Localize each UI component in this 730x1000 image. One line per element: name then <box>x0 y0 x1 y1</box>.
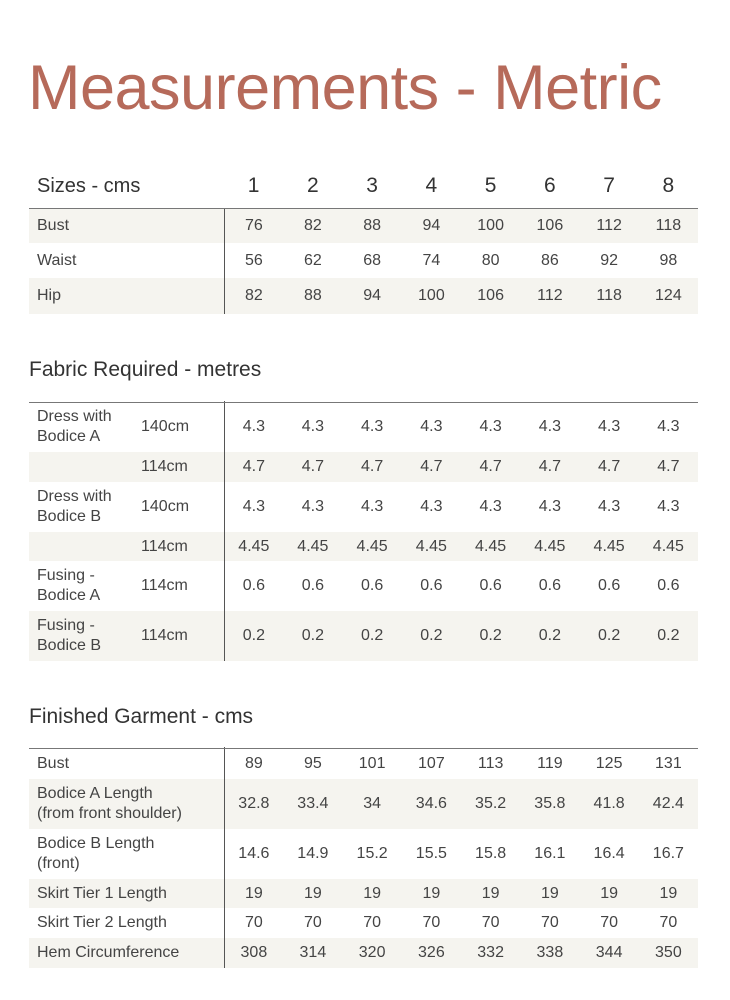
row-label <box>29 829 224 879</box>
row-label <box>29 532 139 561</box>
table-cell: 0.6 <box>420 577 443 594</box>
table-cell: 4.3 <box>657 418 680 436</box>
table-cell: 4.7 <box>520 452 579 482</box>
table-cell: 106 <box>461 278 520 314</box>
table-cell: 4.45 <box>580 532 639 561</box>
size-header: 3 <box>343 165 402 208</box>
table-cell: 112 <box>580 208 639 243</box>
row-label: Hip <box>29 278 224 314</box>
table-cell: 14.9 <box>297 845 329 862</box>
fabric-width: 114cm <box>139 611 224 661</box>
row-label-line: Bodice A <box>37 428 101 446</box>
row-label <box>29 452 139 482</box>
table-cell: 19 <box>343 879 402 908</box>
garment-section-title: Finished Garment - cms <box>29 705 254 728</box>
table-row <box>29 452 698 482</box>
table-cell: 106 <box>520 208 579 243</box>
table-cell: 4.3 <box>242 498 265 515</box>
table-cell: 0.2 <box>402 611 461 661</box>
table-cell: 118 <box>580 278 639 314</box>
row-label-line: (from front shoulder) <box>37 805 182 822</box>
table-cell: 332 <box>461 938 520 968</box>
table-cell: 86 <box>540 251 559 269</box>
table-cell: 19 <box>224 879 283 908</box>
table-cell: 0.6 <box>301 577 324 594</box>
table-cell: 82 <box>224 278 283 314</box>
table-cell: 16.4 <box>593 845 625 862</box>
table-row <box>29 611 698 661</box>
row-label-line: Bodice B <box>37 508 102 525</box>
table-cell: 41.8 <box>580 779 639 829</box>
table-cell: 70 <box>422 914 441 931</box>
table-cell: 42.4 <box>639 779 698 829</box>
table-row <box>29 402 698 452</box>
size-header: 1 <box>224 165 283 208</box>
fabric-width: 114cm <box>139 532 224 561</box>
page-title: Measurements - Metric <box>28 53 662 123</box>
fabric-table <box>29 401 698 661</box>
table-cell: 4.3 <box>301 418 324 436</box>
table-cell: 4.3 <box>598 418 621 436</box>
fabric-width: 140cm <box>139 402 224 452</box>
table-cell: 4.3 <box>361 498 384 515</box>
table-cell: 4.7 <box>461 452 520 482</box>
table-cell: 89 <box>244 754 263 772</box>
table-cell: 82 <box>283 208 342 243</box>
table-cell: 4.3 <box>538 498 561 515</box>
table-cell: 94 <box>402 208 461 243</box>
table-cell: 4.7 <box>402 452 461 482</box>
table-cell: 0.2 <box>343 611 402 661</box>
table-cell: 33.4 <box>283 779 342 829</box>
table-cell: 100 <box>402 278 461 314</box>
row-label: Waist <box>29 243 224 278</box>
table-cell: 112 <box>520 278 579 314</box>
table-cell: 70 <box>363 914 382 931</box>
fabric-section-title: Fabric Required - metres <box>29 358 262 381</box>
table-row <box>29 482 698 532</box>
table-cell: 35.2 <box>461 779 520 829</box>
table-row <box>29 532 698 561</box>
table-cell: 34.6 <box>402 779 461 829</box>
row-label <box>29 908 224 938</box>
table-cell: 70 <box>540 914 559 931</box>
table-cell: 80 <box>481 251 500 269</box>
table-cell: 0.2 <box>520 611 579 661</box>
table-cell: 70 <box>659 914 678 931</box>
table-cell: 32.8 <box>224 779 283 829</box>
table-cell: 124 <box>639 278 698 314</box>
size-header: 4 <box>402 165 461 208</box>
table-cell: 4.45 <box>283 532 342 561</box>
table-cell: 62 <box>303 251 322 269</box>
table-row <box>29 779 698 829</box>
fabric-width: 114cm <box>139 561 224 611</box>
table-cell: 344 <box>580 938 639 968</box>
row-label <box>29 938 224 968</box>
table-cell: 92 <box>600 251 619 269</box>
row-label <box>29 561 139 611</box>
table-row <box>29 879 698 908</box>
table-row <box>29 829 698 879</box>
fabric-width: 114cm <box>139 452 224 482</box>
table-cell: 14.6 <box>238 845 270 862</box>
table-cell: 4.45 <box>461 532 520 561</box>
table-cell: 70 <box>303 914 322 931</box>
row-label-line: Bodice B Length <box>37 835 155 852</box>
row-label <box>29 611 139 661</box>
table-cell: 56 <box>244 251 263 269</box>
size-header: 7 <box>580 165 639 208</box>
table-cell: 4.7 <box>343 452 402 482</box>
row-label-line: Bust <box>37 754 70 772</box>
row-label-line: Bodice A Length <box>37 785 153 802</box>
table-cell: 131 <box>655 754 682 772</box>
row-label-line: Skirt Tier 2 Length <box>37 914 167 931</box>
table-row <box>29 748 698 779</box>
table-cell: 101 <box>358 754 386 772</box>
table-cell: 320 <box>343 938 402 968</box>
table-cell: 70 <box>600 914 619 931</box>
header-row <box>29 165 698 208</box>
table-cell: 88 <box>343 208 402 243</box>
table-cell: 19 <box>402 879 461 908</box>
table-row <box>29 208 698 243</box>
row-label-line: Dress with <box>37 408 112 426</box>
table-cell: 0.2 <box>639 611 698 661</box>
table-cell: 70 <box>244 914 263 931</box>
table-cell: 0.2 <box>580 611 639 661</box>
table-cell: 314 <box>283 938 342 968</box>
table-cell: 4.3 <box>598 498 621 515</box>
table-cell: 19 <box>580 879 639 908</box>
row-label <box>29 402 139 452</box>
size-header: 2 <box>283 165 342 208</box>
fabric-width: 140cm <box>139 482 224 532</box>
table-cell: 4.3 <box>479 498 502 515</box>
table-cell: 0.2 <box>224 611 283 661</box>
table-cell: 4.45 <box>639 532 698 561</box>
table-cell: 4.45 <box>520 532 579 561</box>
table-cell: 74 <box>422 251 441 269</box>
size-header: 6 <box>520 165 579 208</box>
size-header: 5 <box>461 165 520 208</box>
row-label: Bust <box>29 208 224 243</box>
table-cell: 35.8 <box>520 779 579 829</box>
table-cell: 350 <box>639 938 698 968</box>
table-cell: 0.6 <box>361 577 384 594</box>
table-cell: 0.6 <box>538 577 561 594</box>
table-cell: 4.45 <box>224 532 283 561</box>
table-cell: 4.3 <box>420 418 443 436</box>
table-cell: 76 <box>224 208 283 243</box>
table-cell: 4.7 <box>224 452 283 482</box>
table-row <box>29 278 698 314</box>
table-cell: 4.7 <box>580 452 639 482</box>
table-cell: 15.5 <box>415 845 447 862</box>
size-header: 8 <box>639 165 698 208</box>
table-cell: 94 <box>343 278 402 314</box>
table-cell: 0.2 <box>461 611 520 661</box>
row-label <box>29 779 224 829</box>
table-cell: 4.7 <box>639 452 698 482</box>
table-cell: 338 <box>520 938 579 968</box>
row-label-line: Bodice A <box>37 587 101 604</box>
row-label-line: (front) <box>37 855 80 872</box>
table-cell: 4.3 <box>420 498 443 515</box>
table-row <box>29 938 698 968</box>
table-cell: 15.2 <box>356 845 388 862</box>
table-cell: 16.1 <box>534 845 566 862</box>
table-row <box>29 908 698 938</box>
table-cell: 4.45 <box>402 532 461 561</box>
table-cell: 4.3 <box>301 498 324 515</box>
table-cell: 98 <box>659 251 678 269</box>
table-cell: 308 <box>224 938 283 968</box>
table-cell: 107 <box>418 754 445 772</box>
table-cell: 326 <box>402 938 461 968</box>
table-cell: 4.3 <box>479 418 502 436</box>
table-cell: 70 <box>481 914 500 931</box>
table-cell: 4.3 <box>361 418 384 436</box>
row-label-line: Fusing - <box>37 617 95 634</box>
table-cell: 119 <box>537 754 563 772</box>
table-cell: 19 <box>283 879 342 908</box>
sizes-header-label: Sizes - cms <box>29 165 224 208</box>
garment-table <box>29 747 698 968</box>
table-cell: 4.7 <box>283 452 342 482</box>
table-cell: 0.6 <box>242 577 265 594</box>
table-cell: 15.8 <box>475 845 507 862</box>
sizes-table <box>29 165 698 314</box>
table-cell: 4.3 <box>657 498 680 515</box>
table-cell: 95 <box>303 754 322 772</box>
row-label-line: Fusing - <box>37 567 95 584</box>
row-label-line: Dress with <box>37 488 112 505</box>
table-cell: 68 <box>363 251 382 269</box>
row-label-line: Hem Circumference <box>37 944 180 961</box>
table-cell: 100 <box>461 208 520 243</box>
table-row <box>29 561 698 611</box>
table-cell: 0.2 <box>283 611 342 661</box>
row-label <box>29 482 139 532</box>
table-cell: 4.3 <box>538 418 561 436</box>
table-cell: 34 <box>343 779 402 829</box>
row-label-line: Skirt Tier 1 Length <box>37 884 167 902</box>
table-cell: 0.6 <box>479 577 502 594</box>
table-cell: 4.3 <box>242 418 265 436</box>
row-label <box>29 879 224 908</box>
table-cell: 0.6 <box>657 577 680 594</box>
table-cell: 0.6 <box>598 577 621 594</box>
table-cell: 4.45 <box>343 532 402 561</box>
row-label-line: Bodice B <box>37 637 102 654</box>
table-cell: 19 <box>461 879 520 908</box>
table-cell: 16.7 <box>652 845 684 862</box>
row-label <box>29 748 224 779</box>
table-cell: 19 <box>639 879 698 908</box>
table-cell: 19 <box>520 879 579 908</box>
table-cell: 88 <box>283 278 342 314</box>
table-cell: 118 <box>639 208 698 243</box>
table-cell: 113 <box>477 754 504 772</box>
table-cell: 125 <box>595 754 623 772</box>
table-row <box>29 243 698 278</box>
